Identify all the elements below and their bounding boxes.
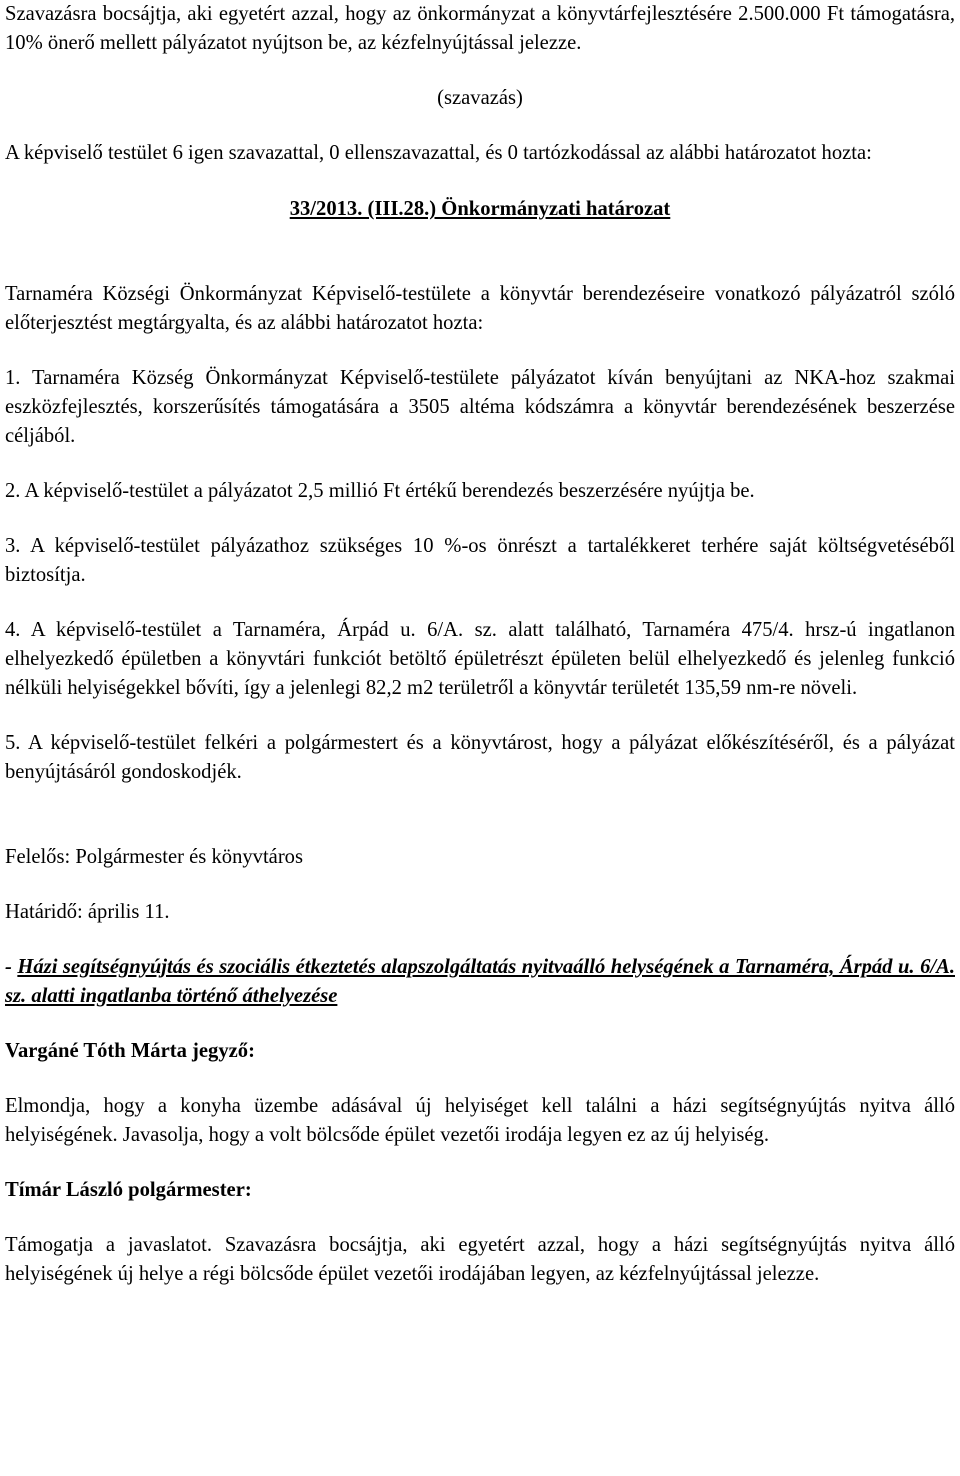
speaker1-text: Elmondja, hogy a konyha üzembe adásával új helyiséget kell találni a házi segítségnyújtás nyitva álló helyiségének. Javasolja, hogy a volt bölcsőde épület vezetői irodája legyen ez az új helyiség. bbox=[5, 1095, 955, 1146]
resolution-point-4: 4. A képviselő-testület a Tarnaméra, Árpád u. 6/A. sz. alatt található, Tarnaméra 475/4. hrsz-ú ingatlanon elhelyezkedő épületben a könyvtári funkciót betöltő épületrészt épületen belül elhelyezkedő és jelenleg funkció nélküli helyiségekkel bővíti, így a jelenlegi 82,2 m2 területről a könyvtár területét 135,59 nm-re növeli. bbox=[5, 619, 955, 699]
vote-result: A képviselő testület 6 igen szavazattal, 0 ellenszavazattal, és 0 tartózkodással az alábbi határozatot hozta: bbox=[5, 142, 872, 164]
intro-paragraph: Szavazásra bocsájtja, aki egyetért azzal, hogy az önkormányzat a könyvtárfejlesztésére 2.500.000 Ft támogatásra, 10% önerő mellett pályázatot nyújtson be, az kézfelnyújtással jelezze. bbox=[5, 3, 955, 54]
resolution-point-5: 5. A képviselő-testület felkéri a polgármestert és a könyvtárost, hogy a pályázat előkészítéséről, és a pályázat benyújtásáról gondoskodjék. bbox=[5, 732, 955, 783]
vote-label: (szavazás) bbox=[437, 87, 523, 109]
resolution-point-2: 2. A képviselő-testület a pályázatot 2,5 millió Ft értékű berendezés beszerzésére nyújtja be. bbox=[5, 480, 755, 502]
speaker2-text: Támogatja a javaslatot. Szavazásra bocsájtja, aki egyetért azzal, hogy a házi segítségnyújtás nyitva álló helyiségének új helye a régi bölcsőde épület vezetői irodájában legyen, az kézfelnyújtással jelezze. bbox=[5, 1234, 955, 1285]
document-page bbox=[5, 0, 955, 1289]
resolution-point-3: 3. A képviselő-testület pályázathoz szükséges 10 %-os önrészt a tartalékkeret terhére saját költségvetéséből biztosítja. bbox=[5, 535, 955, 586]
agenda-item-heading bbox=[5, 953, 955, 1011]
deadline-line: Határidő: április 11. bbox=[5, 901, 170, 923]
resolution-intro: Tarnaméra Községi Önkormányzat Képviselő-testülete a könyvtár berendezéseire vonatkozó pályázatról szóló előterjesztést megtárgyalta, és az alábbi határozatot hozta: bbox=[5, 283, 955, 334]
speaker1-name: Vargáné Tóth Márta jegyző: bbox=[5, 1040, 255, 1062]
agenda-item-title: Házi segítségnyújtás és szociális étkeztetés alapszolgáltatás nyitvaálló helységének a Tarnaméra, Árpád u. 6/A. sz. alatti ingatlanba történő áthelyezése bbox=[5, 956, 955, 1007]
agenda-item-prefix: - bbox=[5, 956, 18, 978]
speaker2-name: Tímár László polgármester: bbox=[5, 1179, 252, 1201]
responsible-line: Felelős: Polgármester és könyvtáros bbox=[5, 846, 303, 868]
resolution-title: 33/2013. (III.28.) Önkormányzati határozat bbox=[289, 198, 671, 220]
resolution-point-1: 1. Tarnaméra Község Önkormányzat Képviselő-testülete pályázatot kíván benyújtani az NKA-hoz szakmai eszközfejlesztés, korszerűsítés támogatására a 3505 altéma kódszámra a könyvtár berendezésének beszerzése céljából. bbox=[5, 367, 955, 447]
